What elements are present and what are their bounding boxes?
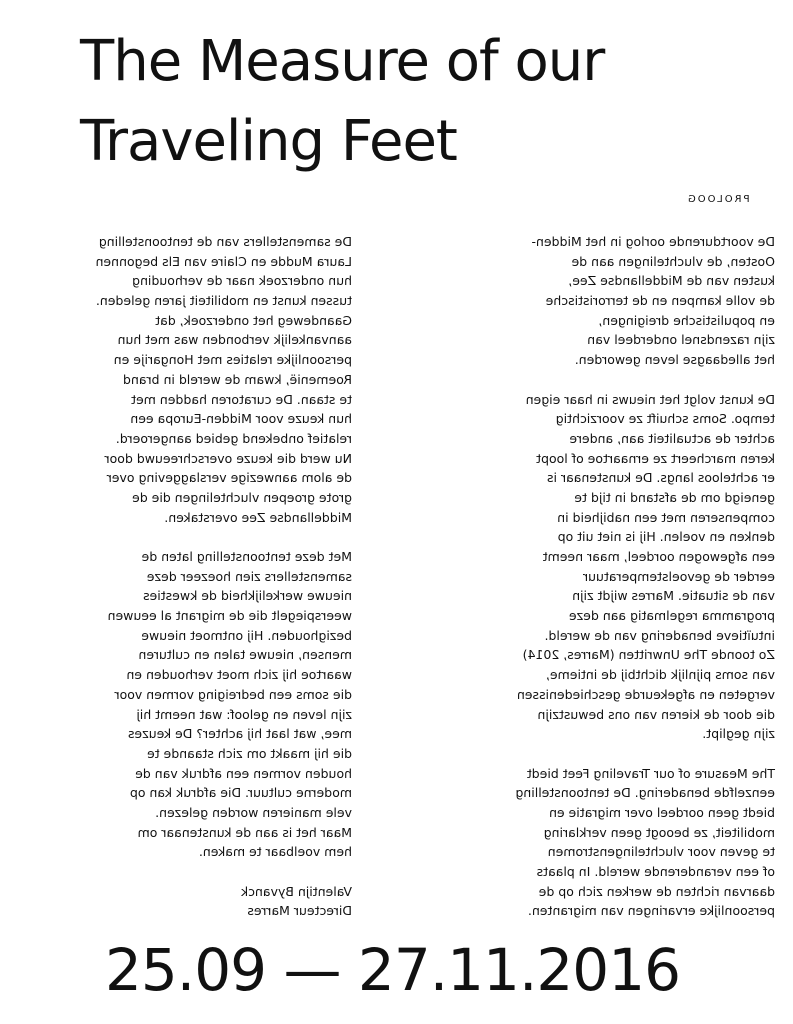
- text-line: tussen kunst en mobiliteit jaren geleden.: [95, 293, 352, 309]
- text-paragraph: [47, 547, 352, 862]
- text-line: de volle kampen en de terroristische: [545, 293, 775, 309]
- text-line: Directeur Marres: [247, 903, 352, 919]
- text-line: Oosten, de vluchtelingen aan de: [571, 253, 775, 269]
- text-line: het alledaagse leven geworden.: [574, 352, 775, 368]
- text-line: hem voelbaar te maken.: [198, 844, 352, 860]
- text-line: eenzelfde benadering. De tentoonstelling: [515, 785, 775, 801]
- text-line: The Measure of our Traveling Feet biedt: [526, 765, 775, 781]
- right-text-column: [473, 232, 775, 941]
- exhibition-dates: 25.09 — 27.11.2016: [105, 936, 680, 1004]
- text-line: Gaandeweg het onderzoek, dat: [155, 312, 352, 328]
- text-line: daarvan richten de werken zich op de: [538, 883, 775, 899]
- text-line: intuïtieve benadering van de wereld.: [544, 627, 775, 643]
- text-line: kusten van de Middellandse Zee,: [568, 273, 775, 289]
- text-line: tempo. Soms schuift ze voorzichtig: [555, 411, 775, 427]
- text-line: vele manieren worden gelezen.: [155, 804, 352, 820]
- text-line: persoonlijke relaties met Hongarije en: [113, 352, 352, 368]
- text-line: grote groepen vluchtelingen die de: [132, 489, 352, 505]
- text-line: van de situatie. Marres wijdt zijn: [572, 588, 775, 604]
- text-line: moderne cultuur. Die afdruk kan op: [129, 785, 352, 801]
- exhibition-title: [80, 22, 740, 182]
- text-line: de alom aanwezige verslaggeving over: [106, 470, 352, 486]
- text-line: mobiliteit, ze beoogt geen verklaring: [543, 824, 775, 840]
- text-line: De voortdurende oorlog in het Midden-: [531, 234, 775, 249]
- text-line: keren marcheert ze ernaartoe of loopt: [536, 450, 775, 466]
- text-line: er achteloos langs. De kunstenaar is: [547, 470, 775, 486]
- text-line: die soms een bedreiging vormen voor: [114, 686, 352, 702]
- text-line: relatief onbekend gebied aangeroerd.: [115, 430, 352, 446]
- text-line: geneigd om de afstand in tijd te: [574, 489, 775, 505]
- text-line: eerder de gevoelstemperatuur: [582, 568, 775, 584]
- text-line: hun keuze voor Midden-Europa een: [130, 411, 352, 427]
- text-line: achter de actualiteit aan, andere: [569, 430, 775, 446]
- text-line: Nu werd die keuze overschreeuwd door: [104, 450, 352, 466]
- text-line: weerspiegelt die de migrant al eeuwen: [107, 608, 352, 624]
- text-line: zijn geglipt.: [702, 726, 775, 742]
- title-line-2: Traveling Feet: [80, 109, 457, 174]
- text-line: programma regelmatig aan deze: [568, 608, 775, 624]
- text-line: aanvankelijk verbonden was met hun: [117, 332, 352, 348]
- section-label: PROLOOG: [686, 194, 750, 205]
- text-line: en populistische dreigingen,: [598, 312, 775, 328]
- text-paragraph: [473, 390, 775, 744]
- title-line-1: The Measure of our: [80, 29, 605, 94]
- text-line: Middellandse Zee overstaken.: [164, 509, 352, 525]
- text-line: mee, wat laat hij achter? De keuzes: [127, 726, 352, 742]
- text-line: een afgewogen oordeel, maar neemt: [542, 549, 775, 564]
- text-line: Laura Mudde en Claire van Els begonnen: [95, 253, 352, 269]
- text-line: waartoe hij zich moet verhouden en: [126, 667, 352, 683]
- text-line: De kunst volgt het nieuws in haar eigen: [525, 391, 775, 407]
- text-line: Valentijn Byvanck: [240, 883, 352, 899]
- text-line: zijn leven en geloof: wat neemt hij: [136, 706, 352, 722]
- text-line: die door de kieren van ons bewustzijn: [537, 706, 775, 722]
- text-line: te staan. De curatoren hadden met: [131, 391, 352, 407]
- text-line: Maar het is aan de kunstenaar om: [137, 824, 352, 840]
- text-line: zijn razendsnel onderdeel van: [587, 332, 775, 348]
- text-line: Zo toonde The Unwritten (Marres, 2014): [522, 647, 775, 663]
- text-paragraph: [47, 882, 352, 921]
- text-line: De samenstellers van de tentoonstelling: [98, 234, 352, 249]
- text-line: mensen, nieuwe talen en culturen: [138, 647, 352, 663]
- text-line: samenstellers zien hoezeer deze: [146, 568, 352, 584]
- left-text-column: [47, 232, 352, 941]
- text-paragraph: [473, 764, 775, 922]
- text-line: die hij maakt om zich staande te: [147, 745, 352, 761]
- text-paragraph: [47, 232, 352, 527]
- text-line: Roemenië, kwam de wereld in brand: [122, 371, 352, 387]
- text-line: persoonlijke ervaringen van migranten.: [527, 903, 775, 919]
- text-line: te geven voor vluchtelingenstromen: [547, 844, 775, 860]
- text-paragraph: [473, 232, 775, 370]
- text-line: hun onderzoek naar de verhouding: [132, 273, 352, 289]
- text-line: Met deze tentoonstelling laten de: [141, 549, 352, 564]
- text-line: compenseren met een nabijheid in: [557, 509, 775, 525]
- text-line: houden vormen een afdruk van de: [135, 765, 352, 781]
- text-line: of een veranderende wereld. In plaats: [536, 864, 775, 879]
- text-line: vergeten en afgekeurde geschiedenissen: [516, 686, 775, 702]
- text-line: nieuwe werkelijkheid de kwesties: [143, 588, 352, 604]
- text-line: van soms pijnlijk dichtbij de intieme,: [545, 667, 775, 683]
- text-line: bezighouden. Hij ontmoet nieuwe: [141, 627, 352, 643]
- text-line: biedt geen oordeel over migratie en: [549, 804, 775, 820]
- text-line: denken en voelen. Hij is niet uit op: [557, 529, 775, 545]
